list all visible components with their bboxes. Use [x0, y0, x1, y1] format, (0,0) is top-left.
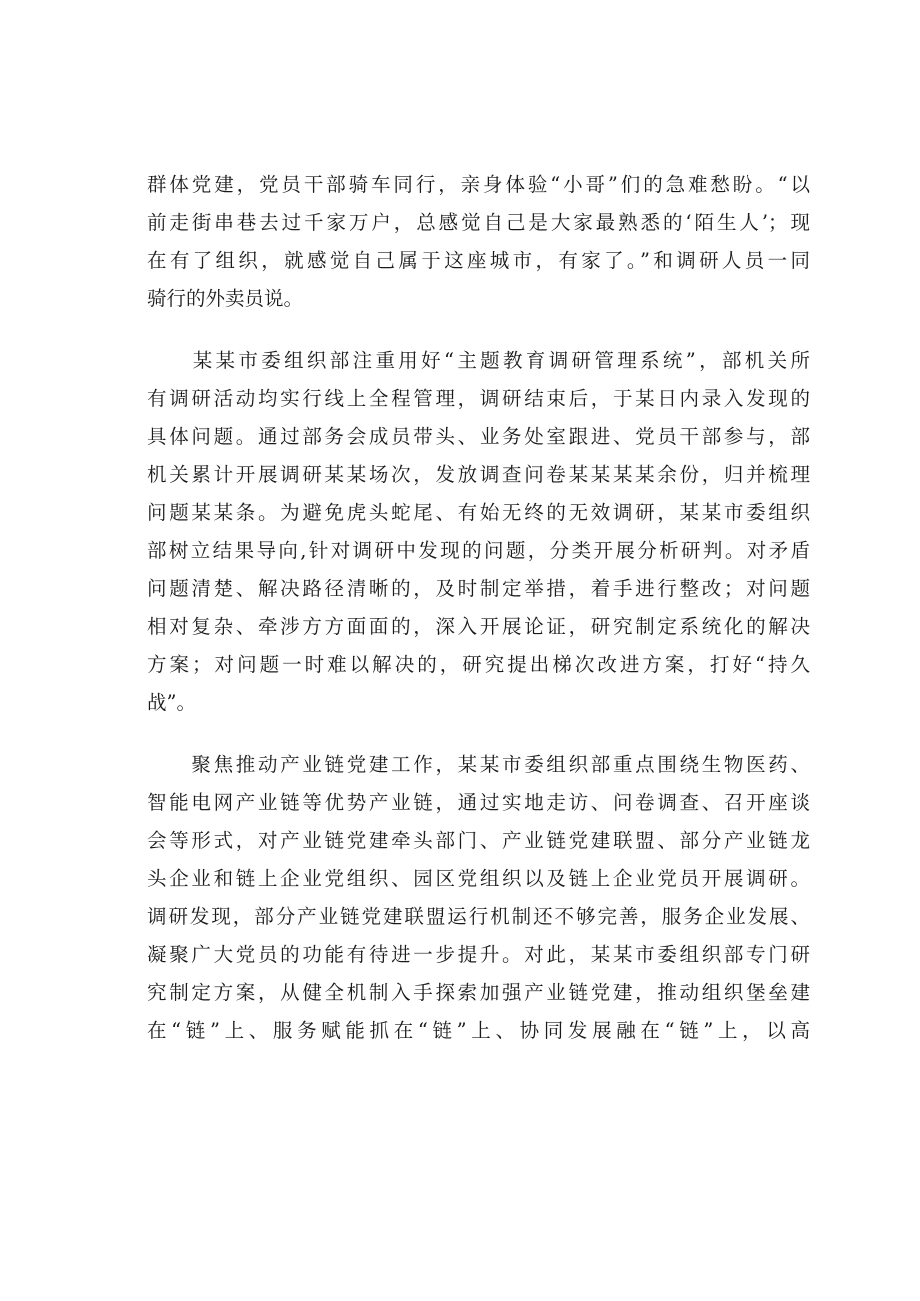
- text-line: 聚焦推动产业链党建工作，某某市委组织部重点围绕生物医药、: [147, 753, 810, 776]
- text-line: 会等形式，对产业链党建牵头部门、产业链党建联盟、部分产业链龙: [147, 829, 810, 852]
- text-line: 机关累计开展调研某某场次，发放调查问卷某某某某余份，归并梳理: [147, 463, 810, 486]
- text-line: 在有了组织，就感觉自己属于这座城市，有家了。”和调研人员一同: [147, 249, 810, 272]
- paragraph-3: [147, 746, 810, 1050]
- paragraph-1: [147, 166, 810, 318]
- text-line: 在“链”上、服务赋能抓在“链”上、协同发展融在“链”上，以高: [147, 1019, 810, 1042]
- text-line: 骑行的外卖员说。: [147, 287, 304, 310]
- text-line: 调研发现，部分产业链党建联盟运行机制还不够完善，服务企业发展、: [147, 905, 810, 928]
- text-line: 方案；对问题一时难以解决的，研究提出梯次改进方案，打好“持久: [147, 653, 810, 676]
- text-line: 凝聚广大党员的功能有待进一步提升。对此，某某市委组织部专门研: [147, 943, 810, 966]
- text-line: 问题某某条。为避免虎头蛇尾、有始无终的无效调研，某某市委组织: [147, 501, 810, 524]
- text-line: 具体问题。通过部务会成员带头、业务处室跟进、党员干部参与，部: [147, 425, 810, 448]
- text-line: 群体党建，党员干部骑车同行，亲身体验“小哥”们的急难愁盼。“以: [147, 173, 810, 196]
- text-line: 战”。: [147, 691, 196, 714]
- text-line: 究制定方案，从健全机制入手探索加强产业链党建，推动组织堡垒建: [147, 981, 810, 1004]
- text-line: 问题清楚、解决路径清晰的，及时制定举措，着手进行整改；对问题: [147, 577, 810, 600]
- text-line: 某某市委组织部注重用好“主题教育调研管理系统”，部机关所: [147, 349, 810, 372]
- text-line: 相对复杂、牵涉方方面面的，深入开展论证，研究制定系统化的解决: [147, 615, 810, 638]
- document-body: [147, 166, 810, 1050]
- text-line: 前走街串巷去过千家万户，总感觉自己是大家最熟悉的‘陌生人’；现: [147, 211, 810, 234]
- paragraph-2: [147, 342, 810, 722]
- text-line: 智能电网产业链等优势产业链，通过实地走访、问卷调查、召开座谈: [147, 791, 810, 814]
- text-line: 部树立结果导向,针对调研中发现的问题，分类开展分析研判。对矛盾: [147, 539, 810, 562]
- text-line: 头企业和链上企业党组织、园区党组织以及链上企业党员开展调研。: [147, 867, 810, 890]
- text-line: 有调研活动均实行线上全程管理，调研结束后，于某日内录入发现的: [147, 387, 810, 410]
